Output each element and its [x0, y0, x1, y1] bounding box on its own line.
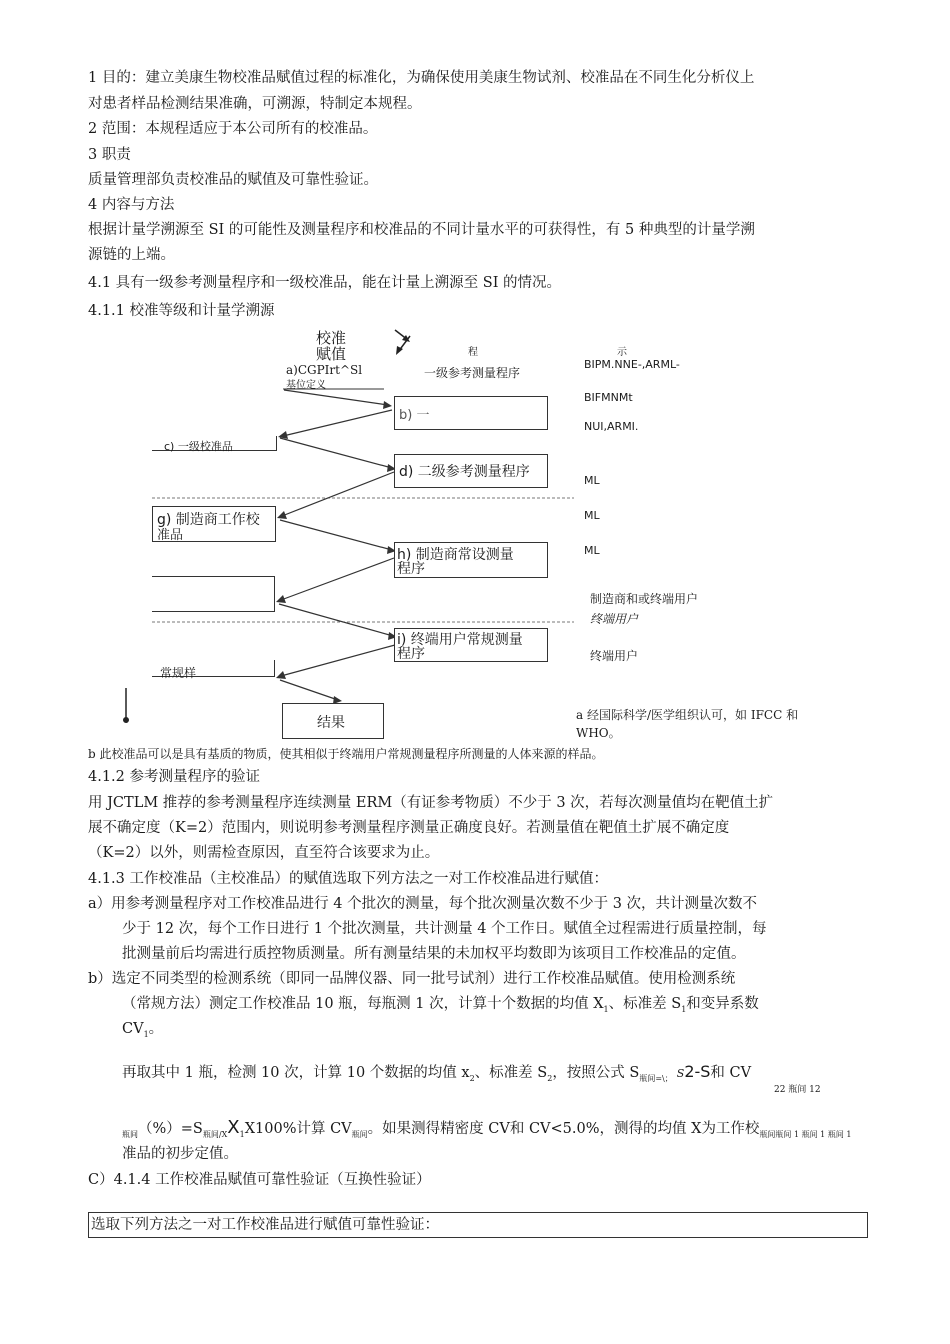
b2-text-c: 和变异系数 — [686, 996, 759, 1012]
section-413-d-1: $_{瓶间}(\%)=S_{瓶间/X}X_1X100\%$计算 $CV_{瓶间}$。如果测得精密度 CV和 CV<5.0%，测得的均值 X为工作校$_{瓶间瓶间 1 瓶间 1 瓶间 1}$ — [122, 1117, 852, 1139]
section-413-b-1: b）选定不同类型的检测系统（即同一品牌仪器、同一批号试剂）进行工作校准品赋值。使用检测系统 — [88, 971, 736, 987]
box-h-label: h) 制造商常设测量 — [397, 547, 514, 563]
header-note: 示 — [617, 347, 627, 358]
c1-text-d: 瓶间=\； — [639, 1073, 673, 1083]
side-4: ML — [584, 474, 600, 487]
side-7: 制造商和或终端用户 — [590, 592, 699, 606]
purpose-line-1: 1 目的：建立美康生物校准品赋值过程的标准化，为确保使用美康生物试剂、校准品在不同生化分析仪上 — [88, 70, 755, 86]
scope-line: 2 范围：本规程适应于本公司所有的校准品。 — [88, 121, 378, 137]
section-413-c-sub: 22 瓶间 12 — [774, 1085, 821, 1095]
d1-i: 瓶间瓶间 1 瓶间 1 瓶间 1 — [759, 1129, 852, 1139]
box-result-label: 结果 — [317, 715, 345, 731]
box-f — [152, 576, 275, 612]
duty-heading: 3 职责 — [88, 147, 131, 163]
c1-text-c: ，按照公式 S — [552, 1065, 640, 1081]
side-9: 终端用户 — [590, 649, 639, 663]
side-8: 终端用户 — [590, 612, 639, 626]
d1-d: X100%计算 CV — [244, 1121, 352, 1137]
section-413-title: 4.1.3 工作校准品（主校准品）的赋值选取下列方法之一对工作校准品进行赋值： — [88, 871, 609, 887]
b2-text-b: 、标准差 S — [608, 996, 682, 1012]
purpose-line-2: 对患者样品检测结果准确，可溯源，特制定本规程。 — [88, 96, 422, 112]
section-41: 4.1 具有一级参考测量程序和一级校准品，能在计量上溯源至 SI 的情况。 — [88, 275, 562, 291]
section-413-a-2: 少于 12 次，每个工作日进行 1 个批次测量，共计测量 4 个工作日。赋值全过程需进行质量控制，每 — [122, 921, 767, 937]
content-line-1: 根据计量学溯源至 SI 的可能性及测量程序和校准品的不同计量水平的可获得性，有 5 种典型的计量学溯 — [88, 222, 755, 238]
c1-text-e: S — [676, 1067, 685, 1080]
a-label: a)CGPIrt^Sl — [286, 363, 363, 377]
b2-text: （常规方法）测定工作校准品 10 瓶，每瓶测 1 次，计算十个数据的均值 X — [122, 996, 604, 1012]
box-g-label-2: 准品 — [157, 528, 184, 543]
d1-e: 瓶间 — [351, 1129, 368, 1139]
side-1: BIPM.NNE-,ARML- — [584, 358, 680, 371]
section-413-c-1: 再取其中 1 瓶，检测 10 次，计算 10 个数据的均值 $x_2$、标准差 $S_2$，按照公式 $S_{瓶间=\backslash;}$ S2-S和 CV — [122, 1062, 752, 1083]
box-c-label: c) 一级校准品 — [164, 440, 233, 453]
section-411: 4.1.1 校准等级和计量学溯源 — [88, 303, 275, 319]
note-a: a 经国际科学/医学组织认可，如 IFCC 和 — [576, 708, 799, 722]
section-413-a-3: 批测量前后均需进行质控物质测量。所有测量结果的未加权平均数即为该项目工作校准品的定值。 — [122, 946, 746, 962]
content-line-2: 源链的上端。 — [88, 247, 175, 263]
header-assignment: 赋值 — [316, 345, 347, 363]
header-procedure: 程 — [468, 347, 478, 358]
duty-line: 质量管理部负责校准品的赋值及可靠性验证。 — [88, 172, 378, 188]
side-5: ML — [584, 509, 600, 522]
section-413-b-3: $CV_1$。 — [122, 1021, 164, 1039]
box-g — [152, 506, 276, 542]
box-d-label: d) 二级参考测量程序 — [399, 464, 530, 480]
box-i-label-2: 程序 — [397, 646, 425, 662]
section-412-line-1: 用 JCTLM 推荐的参考测量程序连续测量 ERM（有证参考物质）不少于 3 次，若每次测量值均在靶值土扩 — [88, 795, 774, 811]
section-414-box-text: 选取下列方法之一对工作校准品进行赋值可靠性验证： — [91, 1217, 439, 1233]
box-h-label-2: 程序 — [397, 561, 425, 577]
d1-f: 。如果测得精密度 CV — [367, 1121, 510, 1137]
b3-text: CV — [122, 1021, 144, 1037]
box-b — [394, 396, 548, 430]
d1-c: 瓶间/X — [202, 1129, 228, 1139]
mid-label: 一级参考测量程序 — [424, 366, 521, 380]
header-calibration: 校准 — [316, 329, 347, 347]
d1-b: （%）=S — [138, 1121, 203, 1137]
side-2: BIFMNMt — [584, 391, 633, 404]
box-result — [282, 703, 384, 739]
section-413-d-2: 准品的初步定值。 — [122, 1146, 238, 1162]
side-6: ML — [584, 544, 600, 557]
a-label-2: 基位定义 — [286, 380, 326, 391]
section-412-line-3: （K=2）以外，则需检查原因，直至符合该要求为止。 — [88, 845, 440, 861]
box-d — [394, 454, 548, 488]
b3-text-b: 。 — [148, 1021, 164, 1037]
d1-g: 和 CV<5.0%，测得的均值 X — [509, 1121, 702, 1137]
side-3: NUI,ARMI. — [584, 420, 639, 433]
d1-x: X — [227, 1117, 240, 1138]
section-413-a-1: a）用参考测量程序对工作校准品进行 4 个批次的测量，每个批次测量次数不少于 3 次，共计测量次数不 — [88, 896, 758, 912]
box-i — [394, 628, 548, 662]
box-g-label: g) 制造商工作校 — [157, 512, 260, 528]
d1-h: 为工作校 — [701, 1121, 760, 1137]
c1-text-b: 、标准差 S — [474, 1065, 548, 1081]
box-i-label: i) 终端用户常规测量 — [397, 632, 523, 648]
box-c — [152, 436, 277, 451]
c1-text-g: 和 CV — [710, 1065, 752, 1081]
section-413-b-2: （常规方法）测定工作校准品 10 瓶，每瓶测 1 次，计算十个数据的均值 $X_1$、标准差 $S_1$和变异系数 — [122, 996, 759, 1014]
c1-text-f: 2-S — [684, 1062, 711, 1081]
box-k — [152, 660, 275, 680]
section-414-title: C）4.1.4 工作校准品赋值可靠性验证（互换性验证） — [88, 1172, 431, 1188]
note-b: b 此校准品可以是具有基质的物质，使其相似于终端用户常规测量程序所测量的人体来源的样品。 — [88, 747, 604, 761]
box-b-label: b) 一 — [399, 408, 430, 423]
section-412-title: 4.1.2 参考测量程序的验证 — [88, 769, 261, 785]
section-412-line-2: 展不确定度（K=2）范围内，则说明参考测量程序测量正确度良好。若测量值在靶值土扩展不确定度 — [88, 820, 730, 836]
box-h — [394, 542, 548, 578]
section-414-box — [88, 1212, 868, 1238]
c1-text: 再取其中 1 瓶，检测 10 次，计算 10 个数据的均值 x — [122, 1065, 470, 1081]
box-k-label: 常规样 — [160, 666, 197, 680]
content-heading: 4 内容与方法 — [88, 197, 175, 213]
d1-a: 瓶间 — [122, 1129, 138, 1139]
note-a-2: WHO。 — [576, 726, 621, 740]
